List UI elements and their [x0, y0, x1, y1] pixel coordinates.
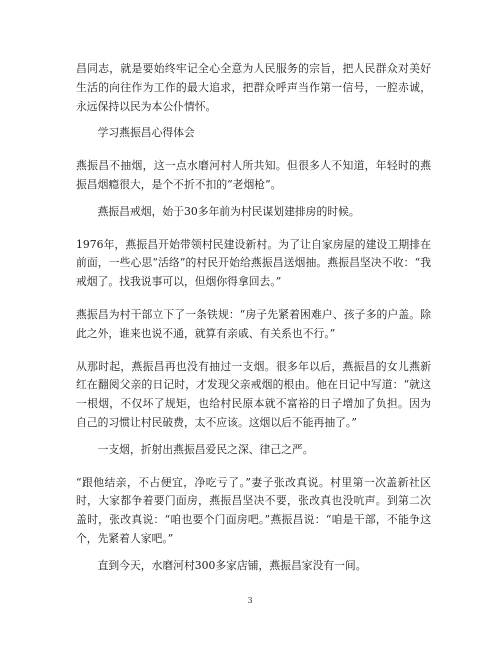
- paragraph: 直到今天，水磨河村300多家店铺，燕振昌家没有一间。: [97, 558, 367, 572]
- section-heading: 学习燕振昌心得体会: [97, 126, 195, 140]
- paragraph: “跟他结亲，不占便宜，净吃亏了。”妻子张改真说。村里第一次盖新社区时，大家都争着要门面房，燕振昌坚决不要，张改真也没吭声。到第二次盖时，张改真说：“咱也要个门面房吧。”燕振昌说：“咱是干部，不能争这个，先紧着人家吧。”: [76, 475, 431, 545]
- paragraph: 从那时起，燕振昌再也没有抽过一支烟。很多年以后，燕振昌的女儿燕新红在翻阅父亲的日记时，才发现父亲戒烟的根由。他在日记中写道：“就这一根烟，不仅坏了规矩，也给村民原本就不富裕的日子增加了负担。因为自己的习惯让村民破费，太不应该。这烟以后不能再抽了。”: [76, 359, 431, 429]
- paragraph: 燕振昌不抽烟，这一点水磨河村人所共知。但很多人不知道，年轻时的燕振昌烟瘾很大，是个不折不扣的“老烟枪”。: [76, 159, 431, 191]
- paragraph: 燕振昌为村干部立下了一条铁规：“房子先紧着困难户、孩子多的户盖。除此之外，谁来也说不通，就算有亲戚、有关系也不行。”: [76, 307, 431, 340]
- paragraph: 燕振昌戒烟，始于30多年前为村民谋划建排房的时候。: [97, 204, 360, 218]
- paragraph: 1976年，燕振昌开始带领村民建设新村。为了让自家房屋的建设工期排在前面，一些心思“活络”的村民开始给燕振昌送烟抽。燕振昌坚决不收：“我戒烟了。找我说事可以，但烟你得拿回去。”: [76, 237, 431, 289]
- document-body: [76, 60, 431, 576]
- page-number: 3: [247, 596, 253, 605]
- paragraph: 一支烟，折射出燕振昌爱民之深、律己之严。: [97, 442, 314, 456]
- paragraph-continuation: 昌同志，就是要始终牢记全心全意为人民服务的宗旨，把人民群众对美好生活的向往作为工作的最大追求，把群众呼声当作第一信号，一腔赤诚，永远保持以民为本公仆情怀。: [76, 62, 431, 113]
